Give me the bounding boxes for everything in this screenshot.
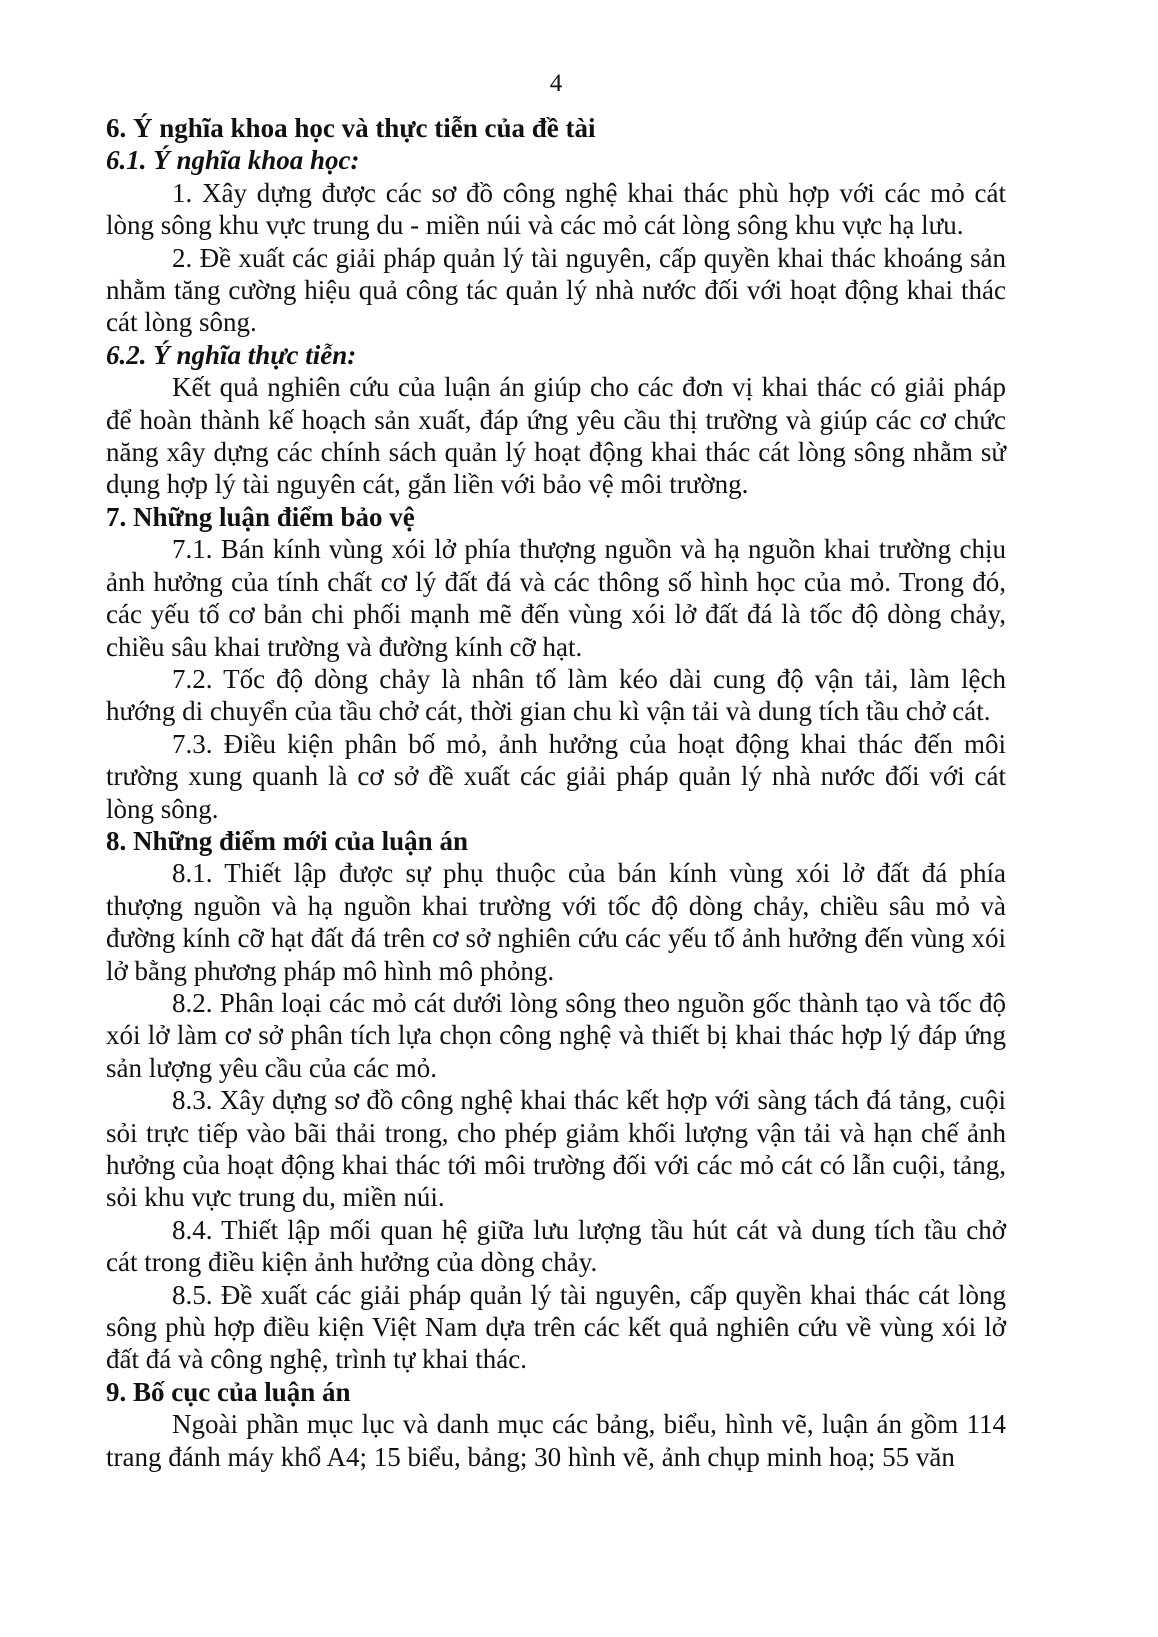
section-7-paragraph-3: 7.3. Điều kiện phân bố mỏ, ảnh hưởng của hoạt động khai thác đến môi trường xung quanh là cơ sở đề xuất các giải pháp quản lý nhà nước đối với cát lòng sông. xyxy=(106,728,1006,824)
section-8-paragraph-3: 8.3. Xây dựng sơ đồ công nghệ khai thác kết hợp với sàng tách đá tảng, cuội sỏi trực tiếp vào bãi thải trong, cho phép giảm khối lượng vận tải và hạn chế ảnh hưởng của hoạt động khai thác tới môi trường đối với các mỏ cát có lẫn cuội, tảng, sỏi khu vực trung du, miền núi. xyxy=(106,1085,1006,1213)
section-6-1-paragraph-2: 2. Đề xuất các giải pháp quản lý tài nguyên, cấp quyền khai thác khoáng sản nhằm tăng cường hiệu quả công tác quản lý nhà nước đối với hoạt động khai thác cát lòng sông. xyxy=(106,242,1006,338)
section-8-paragraph-4: 8.4. Thiết lập mối quan hệ giữa lưu lượng tầu hút cát và dung tích tầu chở cát trong điều kiện ảnh hưởng của dòng chảy. xyxy=(106,1214,1006,1278)
section-6-1-paragraph-1: 1. Xây dựng được các sơ đồ công nghệ khai thác phù hợp với các mỏ cát lòng sông khu vực trung du - miền núi và các mỏ cát lòng sông khu vực hạ lưu. xyxy=(106,177,1006,241)
section-6-heading: 6. Ý nghĩa khoa học và thực tiễn của đề tài xyxy=(106,113,596,143)
section-8-heading: 8. Những điểm mới của luận án xyxy=(106,825,468,856)
page-content xyxy=(106,112,1006,1473)
section-7-heading: 7. Những luận điểm bảo vệ xyxy=(106,501,415,532)
section-8-paragraph-5: 8.5. Đề xuất các giải pháp quản lý tài nguyên, cấp quyền khai thác cát lòng sông phù hợp điều kiện Việt Nam dựa trên các kết quả nghiên cứu về vùng xói lở đất đá và công nghệ, trình tự khai thác. xyxy=(106,1279,1006,1375)
section-7-paragraph-1: 7.1. Bán kính vùng xói lở phía thượng nguồn và hạ nguồn khai trường chịu ảnh hưởng của tính chất cơ lý đất đá và các thông số hình học của mỏ. Trong đó, các yếu tố cơ bản chi phối mạnh mẽ đến vùng xói lở đất đá là tốc độ dòng chảy, chiều sâu khai trường và đường kính cỡ hạt. xyxy=(106,534,1006,662)
section-9-paragraph-1: Ngoài phần mục lục và danh mục các bảng, biểu, hình vẽ, luận án gồm 114 trang đánh máy khổ A4; 15 biểu, bảng; 30 hình vẽ, ảnh chụp minh hoạ; 55 văn xyxy=(106,1409,1006,1472)
section-6-2-heading: 6.2. Ý nghĩa thực tiễn: xyxy=(106,339,357,370)
section-6-1-heading: 6.1. Ý nghĩa khoa học: xyxy=(106,145,360,176)
page-number: 4 xyxy=(549,70,563,97)
section-8-paragraph-2: 8.2. Phân loại các mỏ cát dưới lòng sông theo nguồn gốc thành tạo và tốc độ xói lở làm cơ sở phân tích lựa chọn công nghệ và thiết bị khai thác hợp lý đáp ứng sản lượng yêu cầu của các mỏ. xyxy=(106,987,1006,1083)
section-8-paragraph-1: 8.1. Thiết lập được sự phụ thuộc của bán kính vùng xói lở đất đá phía thượng nguồn và hạ nguồn khai trường với tốc độ dòng chảy, chiều sâu mỏ và đường kính cỡ hạt đất đá trên cơ sở nghiên cứu các yếu tố ảnh hưởng đến vùng xói lở bằng phương pháp mô hình mô phỏng. xyxy=(106,858,1006,986)
section-7-paragraph-2: 7.2. Tốc độ dòng chảy là nhân tố làm kéo dài cung độ vận tải, làm lệch hướng di chuyển của tầu chở cát, thời gian chu kì vận tải và dung tích tầu chở cát. xyxy=(106,663,1006,727)
section-9-heading: 9. Bố cục của luận án xyxy=(106,1376,351,1407)
section-6-2-paragraph-1: Kết quả nghiên cứu của luận án giúp cho các đơn vị khai thác có giải pháp để hoàn thành kế hoạch sản xuất, đáp ứng yêu cầu thị trường và giúp các cơ chức năng xây dựng các chính sách quản lý hoạt động khai thác cát lòng sông nhằm sử dụng hợp lý tài nguyên cát, gắn liền với bảo vệ môi trường. xyxy=(106,372,1006,500)
